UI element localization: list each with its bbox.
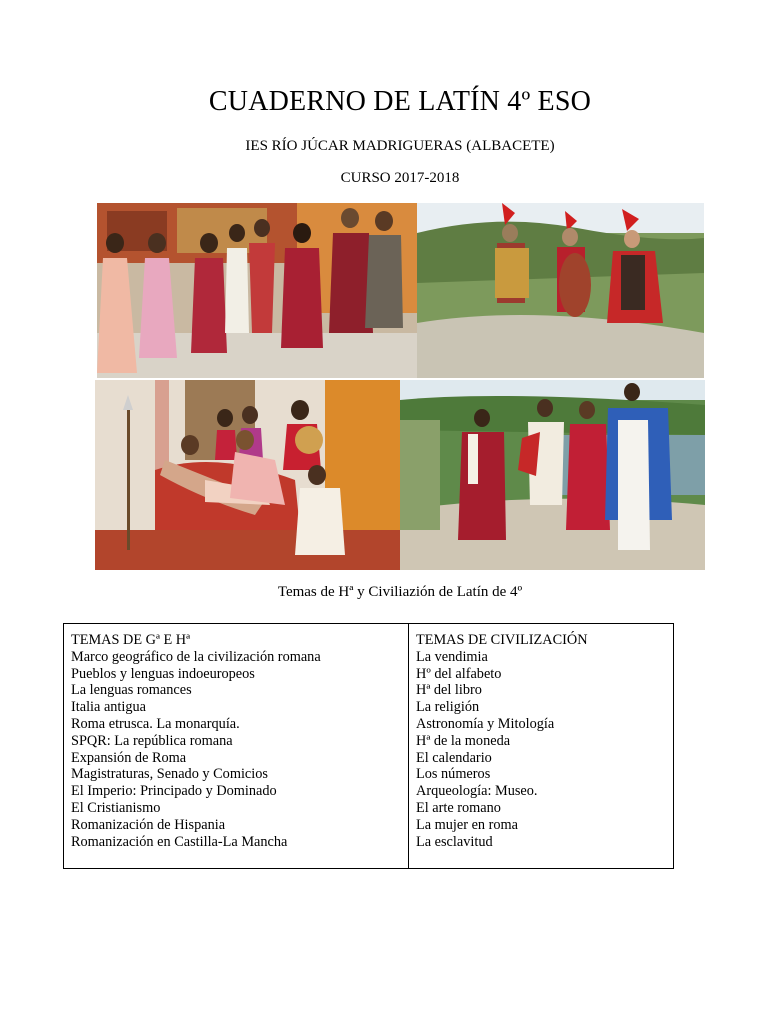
list-item: Hª del libro <box>416 682 482 699</box>
history-geography-header: TEMAS DE Gª E Hª <box>71 632 191 648</box>
list-item: Astronomía y Mitología <box>416 715 555 732</box>
topics-table <box>63 623 674 869</box>
list-item: La vendimia <box>416 648 488 665</box>
course-year: CURSO 2017-2018 <box>340 170 460 186</box>
list-item: Los números <box>416 766 491 783</box>
list-item: La lenguas romances <box>71 682 192 699</box>
list-item: El arte romano <box>416 799 501 816</box>
list-item: Hº del alfabeto <box>416 665 502 682</box>
list-item: Italia antigua <box>71 699 147 716</box>
list-item: Romanización en Castilla-La Mancha <box>71 833 288 850</box>
civilization-column <box>409 624 673 868</box>
document-title: CUADERNO DE LATÍN 4º ESO <box>208 86 592 117</box>
list-item: La mujer en roma <box>416 816 519 833</box>
photo-banquet <box>95 380 400 570</box>
list-item: Expansión de Roma <box>71 749 187 766</box>
list-item: El Cristianismo <box>71 799 161 816</box>
list-item: Arqueología: Museo. <box>416 783 538 800</box>
list-item: Pueblos y lenguas indoeuropeos <box>71 665 255 682</box>
list-item: Romanización de Hispania <box>71 816 226 833</box>
list-item: El calendario <box>416 749 492 766</box>
list-item: La esclavitud <box>416 833 493 850</box>
list-item: Marco geográfico de la civilización romana <box>71 648 321 665</box>
list-item: Roma etrusca. La monarquía. <box>71 715 240 732</box>
list-item: SPQR: La república romana <box>71 732 233 749</box>
civilization-header: TEMAS DE CIVILIZACIÓN <box>416 632 588 648</box>
photo-students-indoor <box>97 203 417 378</box>
photo-legionaries <box>417 203 704 378</box>
history-geography-column <box>64 624 409 868</box>
list-item: Magistraturas, Senado y Comicios <box>71 766 268 783</box>
topics-caption: Temas de Hª y Civiliazión de Latín de 4º <box>277 584 523 600</box>
photo-riverside <box>400 380 705 570</box>
list-item: Hª de la moneda <box>416 732 511 749</box>
list-item: La religión <box>416 699 480 716</box>
school-name: IES RÍO JÚCAR MADRIGUERAS (ALBACETE) <box>245 138 555 154</box>
list-item: El Imperio: Principado y Dominado <box>71 783 277 800</box>
